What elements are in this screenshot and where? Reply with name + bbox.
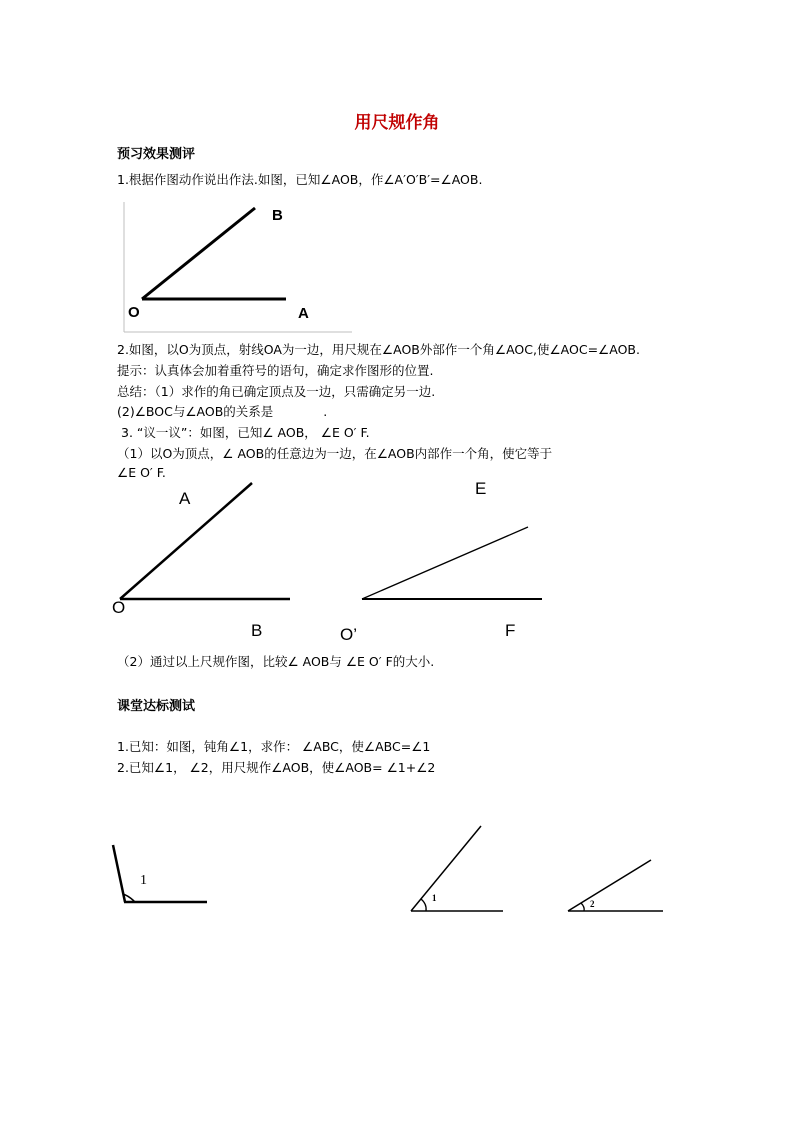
question-3-part-2: （2）通过以上尺规作图，比较∠ AOB与 ∠E O′ F的大小. — [117, 654, 435, 669]
label-o-fig3: O — [112, 598, 126, 617]
label-o: O — [128, 304, 140, 321]
label-a-fig3: A — [179, 489, 191, 508]
angle1-ray-upper — [411, 826, 481, 911]
label-f: F — [505, 621, 516, 640]
angle2-ray-upper — [568, 860, 651, 911]
figure-angle-2 — [562, 855, 667, 915]
hint-text: 提示：认真体会加着重符号的语句，确定求作图形的位置. — [117, 363, 434, 378]
label-b-fig3: B — [251, 621, 263, 640]
figure-angle-1 — [405, 822, 510, 917]
figure-angle-aob — [118, 198, 358, 338]
label-angle-1: 1 — [432, 893, 437, 903]
question-3-part-1a: （1）以O为顶点，∠ AOB的任意边为一边，在∠AOB内部作一个角，使它等于 — [117, 446, 553, 461]
label-o-prime: O’ — [340, 625, 357, 644]
label-e: E — [475, 479, 487, 498]
label-angle-1-obtuse: 1 — [140, 873, 147, 888]
test-question-2: 2.已知∠1， ∠2，用尺规作∠AOB，使∠AOB= ∠1+∠2 — [117, 760, 436, 775]
figure-two-angles — [110, 475, 560, 615]
question-1: 1.根据作图动作说出作法.如图，已知∠AOB，作∠A′O′B′=∠AOB. — [117, 172, 483, 187]
section-heading-preview: 预习效果测评 — [117, 147, 196, 162]
page-title: 用尺规作角 — [354, 113, 440, 133]
figure-obtuse-angle-1 — [105, 840, 215, 910]
angle2-arc — [581, 903, 584, 911]
label-a: A — [298, 305, 309, 322]
test-question-1: 1.已知：如图，钝角∠1，求作： ∠ABC，使∠ABC=∠1 — [117, 739, 431, 754]
question-3-part-1b: ∠E O′ F. — [117, 465, 166, 480]
section-heading-test: 课堂达标测试 — [117, 699, 196, 714]
ray-oe — [362, 527, 528, 599]
summary-2: (2)∠BOC与∠AOB的关系是 . — [117, 404, 328, 419]
question-3: 3. “议一议”：如图，已知∠ AOB， ∠E O′ F. — [121, 425, 370, 440]
label-angle-2: 2 — [590, 899, 595, 909]
label-b: B — [272, 207, 283, 224]
ray-ob — [142, 208, 255, 299]
summary-1: 总结：（1）求作的角已确定顶点及一边，只需确定另一边. — [117, 384, 436, 399]
question-2: 2.如图，以O为顶点，射线OA为一边，用尺规在∠AOB外部作一个角∠AOC,使∠AOC=∠AOB. — [117, 342, 640, 357]
angle1-arc — [421, 899, 426, 911]
